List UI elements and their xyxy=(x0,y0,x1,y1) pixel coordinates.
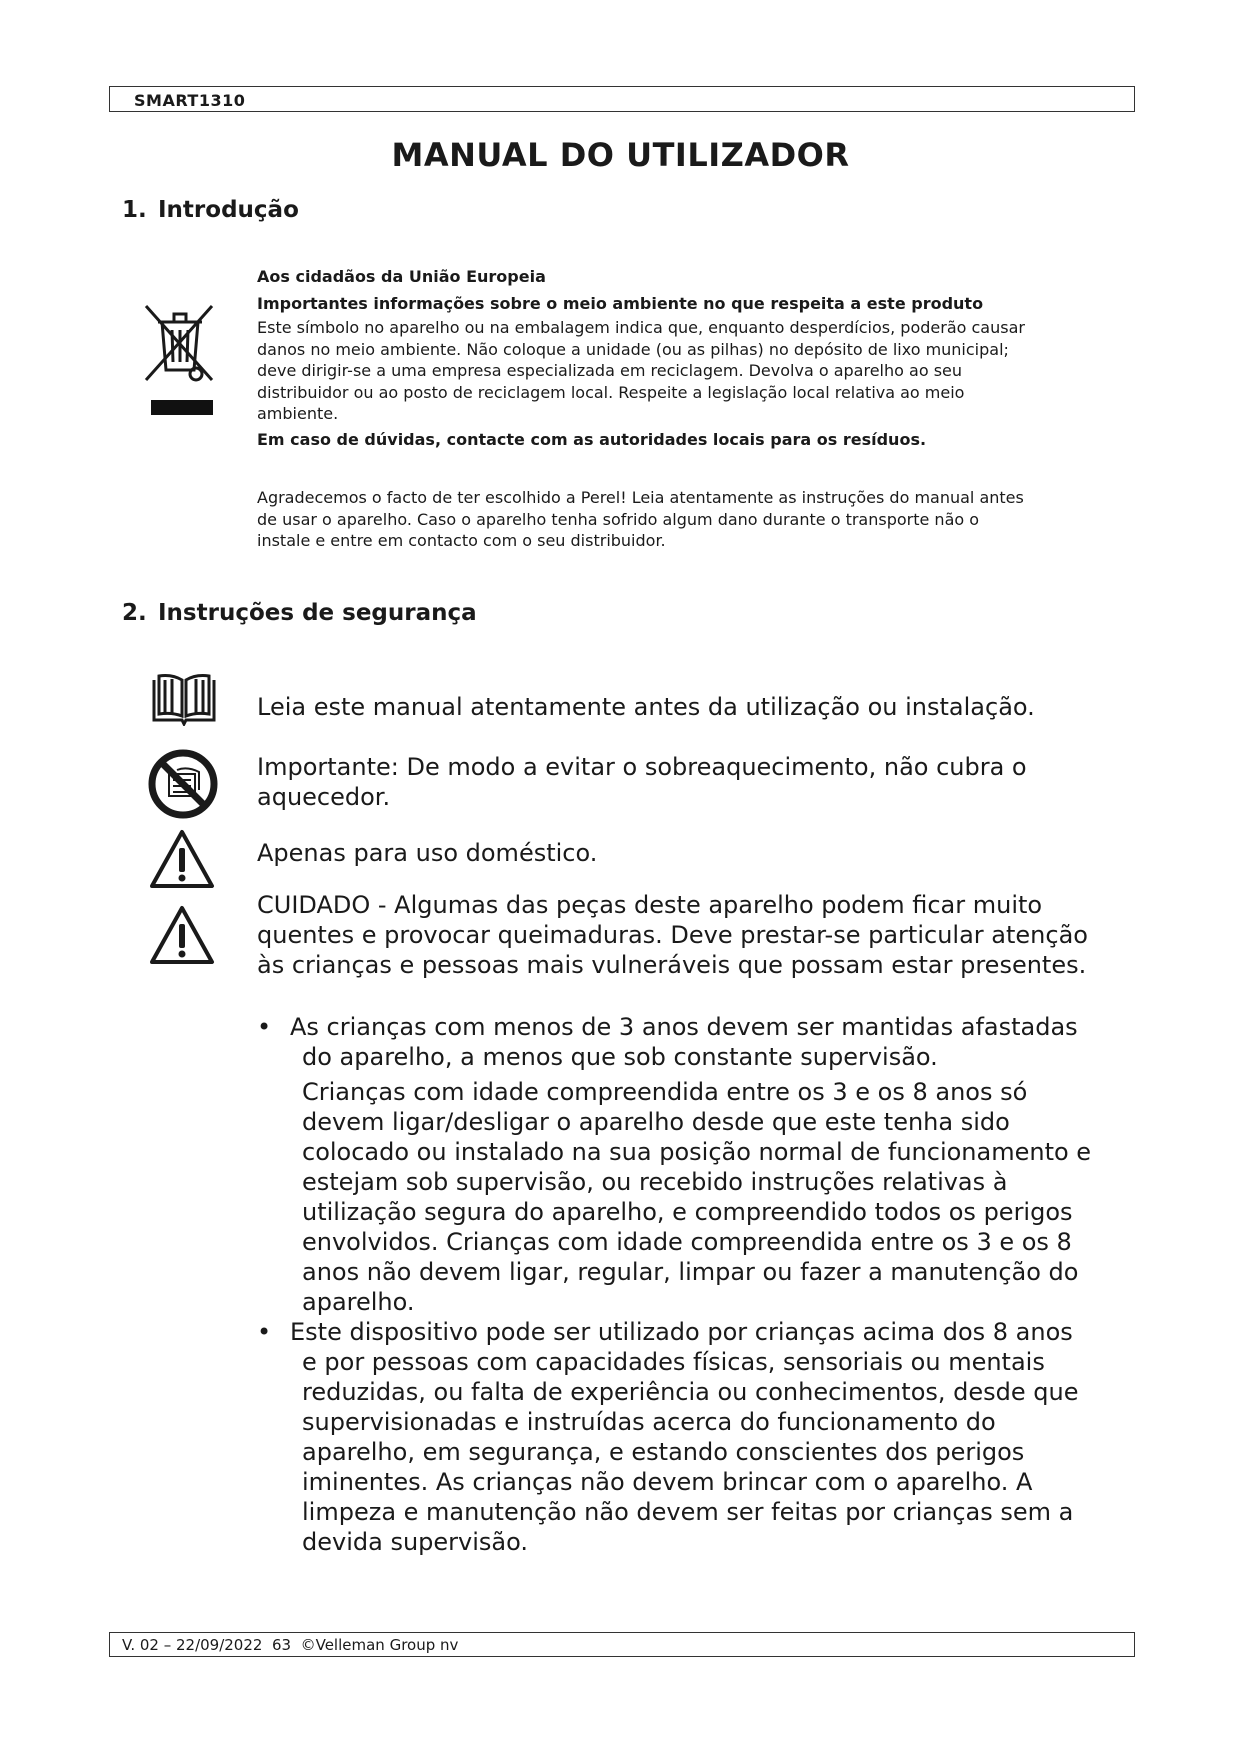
list-line: devida supervisão. xyxy=(302,1528,528,1556)
list-line: utilização segura do aparelho, e compreendido todos os perigos xyxy=(302,1198,1073,1226)
caution-text xyxy=(257,890,1088,980)
list-line: Este dispositivo pode ser utilizado por crianças acima dos 8 anos xyxy=(290,1318,1073,1346)
section-title: Instruções de segurança xyxy=(158,600,477,626)
list-line: As crianças com menos de 3 anos devem ser mantidas afastadas xyxy=(290,1013,1078,1041)
list-line: colocado ou instalado na sua posição normal de funcionamento e xyxy=(302,1138,1092,1166)
footer: V. 02 – 22/09/2022 63 ©Velleman Group nv xyxy=(109,1632,1135,1657)
thanks-line: Agradecemos o facto de ter escolhido a Perel! Leia atentamente as instruções do manual antes xyxy=(257,488,1024,507)
caution-line: quentes e provocar queimaduras. Deve prestar-se particular atenção xyxy=(257,921,1088,949)
weee-recycling-icon xyxy=(140,300,220,420)
list-line: iminentes. As crianças não devem brincar com o aparelho. A xyxy=(302,1468,1033,1496)
list-line: reduzidas, ou falta de experiência ou conhecimentos, desde que xyxy=(302,1378,1079,1406)
weee-line: Este símbolo no aparelho ou na embalagem indica que, enquanto desperdícios, poderão causar xyxy=(257,318,1025,337)
list-line: anos não devem ligar, regular, limpar ou fazer a manutenção do xyxy=(302,1258,1079,1286)
thanks-line: de usar o aparelho. Caso o aparelho tenha sofrido algum dano durante o transporte não o xyxy=(257,509,980,529)
eu-citizens-heading: Aos cidadãos da União Europeia xyxy=(257,267,546,286)
weee-line: danos no meio ambiente. Não coloque a unidade (ou as pilhas) no depósito de lixo municipal; xyxy=(257,339,1009,359)
list-line: do aparelho, a menos que sob constante supervisão. xyxy=(302,1043,938,1071)
list-line: limpeza e manutenção não devem ser feitas por crianças sem a xyxy=(302,1498,1074,1526)
bullet-glyph: • xyxy=(257,1318,272,1346)
section-title: Introdução xyxy=(158,197,299,223)
do-not-cover-text xyxy=(257,752,1027,812)
section-number: 1. xyxy=(122,197,147,223)
caution-line: CUIDADO - Algumas das peças deste aparelho podem ficar muito xyxy=(257,891,1043,919)
list-line: aparelho, em segurança, e estando conscientes dos perigos xyxy=(302,1438,1025,1466)
list-item xyxy=(257,1012,1127,1317)
do-not-cover-line: aquecedor. xyxy=(257,783,391,811)
bullet-glyph: • xyxy=(257,1013,272,1041)
warning-icon xyxy=(148,904,216,966)
list-line: aparelho. xyxy=(302,1288,415,1316)
list-line: estejam sob supervisão, ou recebido instruções relativas à xyxy=(302,1168,1008,1196)
environment-info-heading: Importantes informações sobre o meio ambiente no que respeita a este produto xyxy=(257,293,984,313)
page-title: MANUAL DO UTILIZADOR xyxy=(391,136,850,174)
list-item xyxy=(257,1317,1127,1557)
list-line: e por pessoas com capacidades físicas, sensoriais ou mentais xyxy=(302,1348,1045,1376)
section-number: 2. xyxy=(122,600,147,626)
safety-bullet-list xyxy=(257,1012,1127,1557)
weee-line: ambiente. xyxy=(257,404,339,423)
list-line: devem ligar/desligar o aparelho desde que este tenha sido xyxy=(302,1108,1010,1136)
household-only-text: Apenas para uso doméstico. xyxy=(257,839,598,867)
weee-line: distribuidor ou ao posto de reciclagem local. Respeite a legislação local relativa ao meio xyxy=(257,382,965,402)
section-heading-safety xyxy=(122,600,477,626)
read-manual-text: Leia este manual atentamente antes da utilização ou instalação. xyxy=(257,693,1035,721)
thanks-paragraph xyxy=(257,487,1127,552)
caution-line: às crianças e pessoas mais vulneráveis que possam estar presentes. xyxy=(257,951,1087,979)
warning-icon xyxy=(148,828,216,890)
list-line: Crianças com idade compreendida entre os 3 e os 8 anos só xyxy=(302,1078,1028,1106)
list-line: envolvidos. Crianças com idade compreendida entre os 3 e os 8 xyxy=(302,1228,1072,1256)
do-not-cover-line: Importante: De modo a evitar o sobreaquecimento, não cubra o xyxy=(257,753,1027,781)
header-model: SMART1310 xyxy=(109,86,1135,112)
thanks-line: instale e entre em contacto com o seu distribuidor. xyxy=(257,531,666,550)
doubts-notice: Em caso de dúvidas, contacte com as autoridades locais para os resíduos. xyxy=(257,429,927,449)
weee-notice xyxy=(257,266,1127,450)
weee-line: deve dirigir-se a uma empresa especializada em reciclagem. Devolva o aparelho ao seu xyxy=(257,361,963,380)
read-manual-icon xyxy=(150,672,218,726)
list-line: supervisionadas e instruídas acerca do funcionamento do xyxy=(302,1408,996,1436)
section-heading-introduction xyxy=(122,197,299,223)
do-not-cover-icon xyxy=(147,748,219,820)
